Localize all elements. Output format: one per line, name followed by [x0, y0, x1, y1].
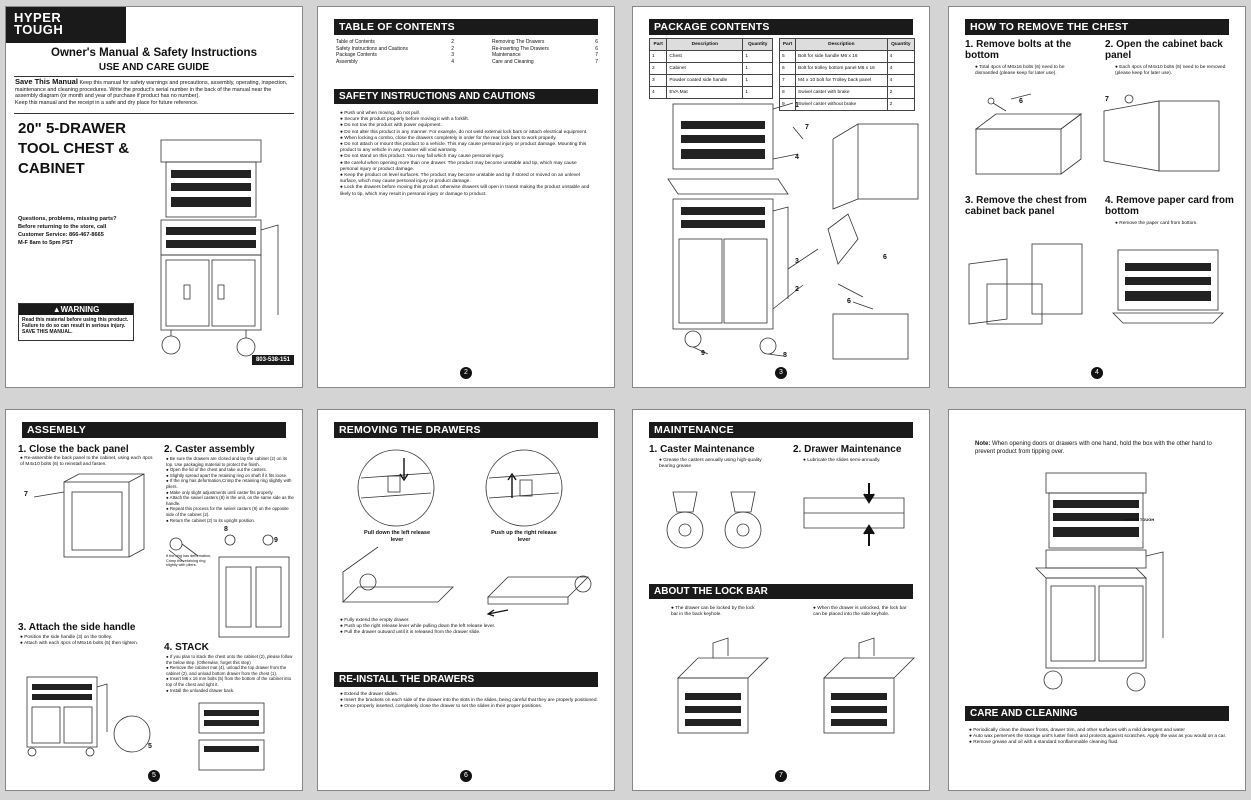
caster-maint-text: ● Grease the casters annually using high-quality bearing grease: [659, 458, 762, 470]
save-manual-text: [15, 79, 293, 106]
step-1-illustration: [971, 89, 1091, 179]
ring-note: If the ring has deformation, Crimp the retaining ring slightly with pliers.: [166, 554, 212, 568]
lock-bar-illustration-1: [673, 638, 773, 738]
safety-item: ● When locking a combo, close the drawers completely in order for the rear lock bars to work properly.: [340, 135, 557, 141]
table-row: 5 Bolt for side handle M6 x 16 4: [780, 51, 915, 63]
save-manual-body2: Keep this manual and the receipt in a safe and dry place for future reference.: [15, 99, 199, 106]
toc-item-page: 7: [595, 58, 598, 65]
page-number: 3: [775, 367, 787, 379]
safety-item: ● Push unit when moving, do not pull.: [340, 111, 420, 116]
table-header-row: [650, 39, 773, 51]
toc-item-label: Care and Cleaning: [492, 58, 534, 65]
callout-4: 4: [795, 154, 799, 161]
callout-7: 7: [805, 124, 809, 131]
model-number: 803-538-151: [252, 355, 294, 365]
asm-step-1-text: ● Re-assemble the back panel to the cabinet, using each 4pcs of M4x10 bolts (6) to reinstall and fasten.: [20, 456, 153, 468]
support-q1: Questions, problems, missing parts?: [18, 216, 117, 222]
toc-list-left: [336, 39, 454, 65]
toc-item[interactable]: [336, 59, 454, 66]
right-lever-detail: [484, 448, 564, 528]
step-2-text: ● Each 4pcs of M4x10 bolts (6) need to be removed (please keep for later use).: [1115, 65, 1226, 77]
asm-step-3-title: 3. Attach the side handle: [18, 622, 136, 633]
warning-title-bar: [19, 304, 133, 315]
callout-8: 8: [783, 352, 787, 359]
callout-6: 6: [1019, 98, 1023, 105]
lock-bar-illustration-2: [819, 638, 919, 738]
assembly-page: [5, 409, 303, 791]
note-body: When opening doors or drawers with one hand, hold the box with the other hand to prevent product from tipping over.: [975, 441, 1212, 455]
package-contents-page: [632, 6, 930, 388]
callout-8: 8: [224, 526, 228, 533]
support-q2: Before returning to the store, call: [18, 224, 107, 230]
safety-item: ● Do not stand on this product. You may fall which may cause personal injury.: [340, 154, 505, 160]
safety-header: SAFETY INSTRUCTIONS AND CAUTIONS: [334, 89, 598, 104]
caster-maint-title: 1. Caster Maintenance: [649, 444, 755, 455]
note-text: [975, 440, 1225, 456]
callout-2: 2: [795, 286, 799, 293]
reinstall-steps: ● Extend the drawer slides. ● Insert the brackets on each side of the drawer into the slots in the slides, being careful that they are properly positioned. ● Once properly inserted, completely close the drawer to set the slides in their proper positions.: [340, 692, 598, 710]
col-part: Part: [650, 39, 667, 51]
side-handle-illustration: [22, 672, 157, 760]
table-row: 4 EVA Mat 1: [650, 87, 773, 99]
drawer-maint-text: ● Lubricate the slides semi-annually.: [803, 458, 881, 463]
step-1-title: 1. Remove bolts at the bottom: [965, 39, 1072, 61]
cover-subtitle: USE AND CARE GUIDE: [98, 62, 210, 73]
safety-item: ● Do not tow the product with power equipment.: [340, 123, 442, 129]
drawer-removal-illustration: [338, 542, 598, 614]
toc-item-label: Safety Instructions and Cautions: [336, 45, 408, 52]
lock-bar-text-2: ● When the drawer is unlocked, the lock bar can be placed into the side keyhole.: [813, 606, 907, 618]
safety-item: ● Do not attach or mount this product to a vehicle. This may cause personal injury or product damage. Mounting this product to any vehicle in any manner will void warranty.: [340, 142, 587, 154]
toc-list-right: [492, 39, 598, 65]
table-header-row: Part Description Quantity: [780, 39, 915, 51]
page-number: 2: [460, 367, 472, 379]
table-row: 6 Bolt for trolley bottom panel M6 x 16 4: [780, 63, 915, 75]
safety-item: ● Do not alter this product in any manner. For example, do not weld external lock bars or attach electrical equipment.: [340, 129, 588, 135]
back-panel-illustration: [24, 472, 144, 562]
callout-9: 9: [701, 350, 705, 357]
table-row: 2 Cabinet 1: [650, 63, 773, 75]
package-header: PACKAGE CONTENTS: [649, 19, 913, 35]
lock-bar-header: ABOUT THE LOCK BAR: [649, 584, 913, 599]
toc-item[interactable]: [492, 59, 598, 66]
exploded-parts-diagram: [653, 99, 913, 361]
toc-item-page: 4: [451, 58, 454, 65]
toc-item-page: 2: [451, 45, 454, 52]
stack-illustration: [194, 700, 274, 775]
callout-1: 1: [795, 102, 799, 109]
asm-step-1-title: 1. Close the back panel: [18, 444, 129, 455]
product-name: 20" 5-DRAWER TOOL CHEST & CABINET: [18, 120, 130, 177]
page-number: 6: [460, 770, 472, 782]
warning-text: Read this material before using this product. Failure to do so can result in serious injury. SAVE THIS MANUAL.: [22, 317, 129, 335]
col-desc: Description: [667, 39, 743, 51]
toc-item-label: Assembly: [336, 58, 358, 65]
asm-step-4-title: 4. STACK: [164, 642, 209, 653]
toc-item-label: Package Contents: [336, 52, 377, 58]
assembly-header: ASSEMBLY: [22, 422, 286, 438]
caster-maint-illustration: [663, 482, 773, 552]
step-4-illustration: [1113, 245, 1223, 330]
tool-chest-illustration: [156, 135, 296, 365]
step-4-title: 4. Remove paper card from bottom: [1105, 195, 1234, 217]
page-number: 7: [775, 770, 787, 782]
safety-item: ● Keep the product on level surfaces. The product may become unstable and tip if stored or moved on an unlevel surface, which may cause personal injury or product damage.: [340, 173, 580, 185]
cover-page: [5, 6, 303, 388]
step-2-illustration: [1099, 91, 1229, 181]
asm-step-3-list: ● Position the side handle (3) on the trolley. ● Attach with each 4pcs of M6x16 bolts (5) then tighten.: [20, 635, 139, 647]
step-3-illustration: [967, 239, 1087, 334]
remove-steps: ● Fully extend the empty drawer. ● Push up the right release lever while pulling down the left release lever. ● Pull the drawer outward until it is released from the drawer slide.: [340, 618, 496, 636]
step-2-title: 2. Open the cabinet back panel: [1105, 39, 1223, 61]
toc-item-page: 3: [451, 52, 454, 58]
page-number: 4: [1091, 367, 1103, 379]
callout-7: 7: [1105, 96, 1109, 103]
save-manual-body: Keep this manual for safety warnings and precautions, assembly, operating, inspection, maintenance and cleaning procedures. Write the product's serial number in the back of the manual near the assembly diagram (or month and year of purchase if product has no number).: [15, 80, 288, 100]
asm-step-4-list: ● If you plan to stack the chest onto the cabinet (2), please follow the below step. (Otherwise, forget this step) ● Remove the cabinet mat (4), unload the top drawer from the cabinet (2), and unload bottom drawer from the chest (1). ● Insert M6 x 16 mm bolts (5) from the bottom of the cabinet into top of the chest and tight it. ● Install the unloaded drawer back.: [166, 654, 293, 693]
toc-header: TABLE OF CONTENTS: [334, 19, 598, 35]
callout-6: 6: [883, 254, 887, 261]
safety-list: [340, 111, 594, 198]
open-drawer-illustration: [1031, 468, 1171, 693]
brand-logo-text: HYPER TOUGH: [14, 10, 64, 37]
support-phone: Customer Service: 866-467-8665: [18, 232, 104, 238]
asm-step-2-title: 2. Caster assembly: [164, 444, 255, 455]
toc-item-page: 7: [595, 52, 598, 58]
table-row: 1 Chest 1: [650, 51, 773, 63]
removing-drawers-page: [317, 409, 615, 791]
right-lever-label: Push up the right release lever: [491, 530, 557, 543]
lock-bar-text-1: ● The drawer can be locked by the lock bar in the back keyhole.: [671, 606, 755, 618]
table-row: 7 M4 x 10 bolt for Trolley back panel 4: [780, 75, 915, 87]
warning-icon: ▲: [52, 305, 61, 314]
maintenance-header: MAINTENANCE: [649, 422, 913, 438]
save-manual-heading: Save This Manual: [15, 77, 78, 86]
maintenance-page: [632, 409, 930, 791]
left-lever-detail: [356, 448, 436, 528]
remove-chest-header: HOW TO REMOVE THE CHEST: [965, 19, 1229, 35]
toc-item-page: 6: [595, 39, 598, 45]
table-row: 8 Swivel caster with brake 2: [780, 87, 915, 99]
cover-rule2: [14, 113, 294, 114]
safety-item: ● Lock the drawers before moving this product otherwise drawers will open in transit making the product unstable and likely to tip, which may result in personal injury or damage to product.: [340, 185, 590, 197]
toc-item-page: 2: [451, 39, 454, 45]
toc-item-label: Maintenance: [492, 52, 521, 58]
toc-item-page: 6: [595, 45, 598, 52]
step-4-text: ● Remove the paper card from bottom.: [1115, 221, 1198, 226]
parts-table-left: [649, 38, 773, 99]
note-label: Note:: [975, 441, 991, 447]
callout-9: 9: [274, 537, 278, 544]
caster-illustration: [164, 532, 294, 642]
warning-title: WARNING: [60, 305, 100, 314]
reinstall-header: RE-INSTALL THE DRAWERS: [334, 672, 598, 687]
toc-item-label: Re-inserting The Drawers: [492, 45, 549, 52]
brand-logo-small: HYPER TOUGH: [1125, 517, 1155, 522]
drawer-maint-title: 2. Drawer Maintenance: [793, 444, 902, 455]
col-qty: Quantity: [743, 39, 773, 51]
page-number: 5: [148, 770, 160, 782]
toc-page: [317, 6, 615, 388]
warning-box: [18, 303, 134, 341]
callout-7: 7: [24, 491, 28, 498]
table-row: 9 Swivel caster without brake 2: [780, 99, 915, 111]
safety-item: ● Be careful when opening more than one drawer. The product may become unstable and tip, which may cause personal injury or product damage.: [340, 160, 577, 172]
left-lever-label: Pull down the left release lever: [363, 530, 431, 543]
cover-title: Owner's Manual & Safety Instructions: [51, 47, 257, 59]
support-info: [18, 215, 117, 247]
remove-chest-page: [948, 6, 1246, 388]
care-list: ● Periodically clean the drawer fronts, drawer trim, and other surfaces with a mild detergent and water ● Auto wax perserves the storage unit's luster finish and protects against scratches. Apply the wax as you would on a car. ● Remove grease and oil with a standard nonflammable cleaning fluid.: [969, 728, 1227, 746]
callout-6b: 6: [847, 298, 851, 305]
drawer-maint-illustration: [799, 478, 909, 550]
table-row: 3 Powder coated side handle 1: [650, 75, 773, 87]
safety-item: ● Secure this product properly before moving it with a forklift.: [340, 117, 470, 123]
care-header: CARE AND CLEANING: [965, 706, 1229, 721]
asm-step-2-list: ● Be sure the drawers are closed and lay the cabinet (2) on its top. Use packaging material to protect the finish. ● Open the lid of the chest and take out the casters. ● Slightly spread apart the retaining ring on shaft if it fits loose. ● If the ring has deformation,Crimp the retaining ring slightly with pliers. ● Make only slight adjustments until caster fits properly. ● Attach the swivel casters (8) in the unit, on the same side as the handle. ● Repeat this process for the swivel casters (9) on the opposite side of the cabinet (2). ● Return the cabinet (2) to its upright position.: [166, 456, 294, 523]
back-page: [948, 409, 1246, 791]
callout-3: 3: [795, 258, 799, 265]
removing-drawers-header: REMOVING THE DRAWERS: [334, 422, 598, 438]
toc-item-label: Table of Contents: [336, 39, 375, 45]
toc-item-label: Removing The Drawers: [492, 39, 545, 45]
step-1-text: ● Total 4pcs of M6x16 bolts (6) need to be dismantled (please keep for later use).: [975, 65, 1065, 77]
step-3-title: 3. Remove the chest from cabinet back panel: [965, 195, 1087, 217]
callout-5: 5: [148, 743, 152, 750]
support-hours: M-F 8am to 5pm PST: [18, 240, 74, 246]
